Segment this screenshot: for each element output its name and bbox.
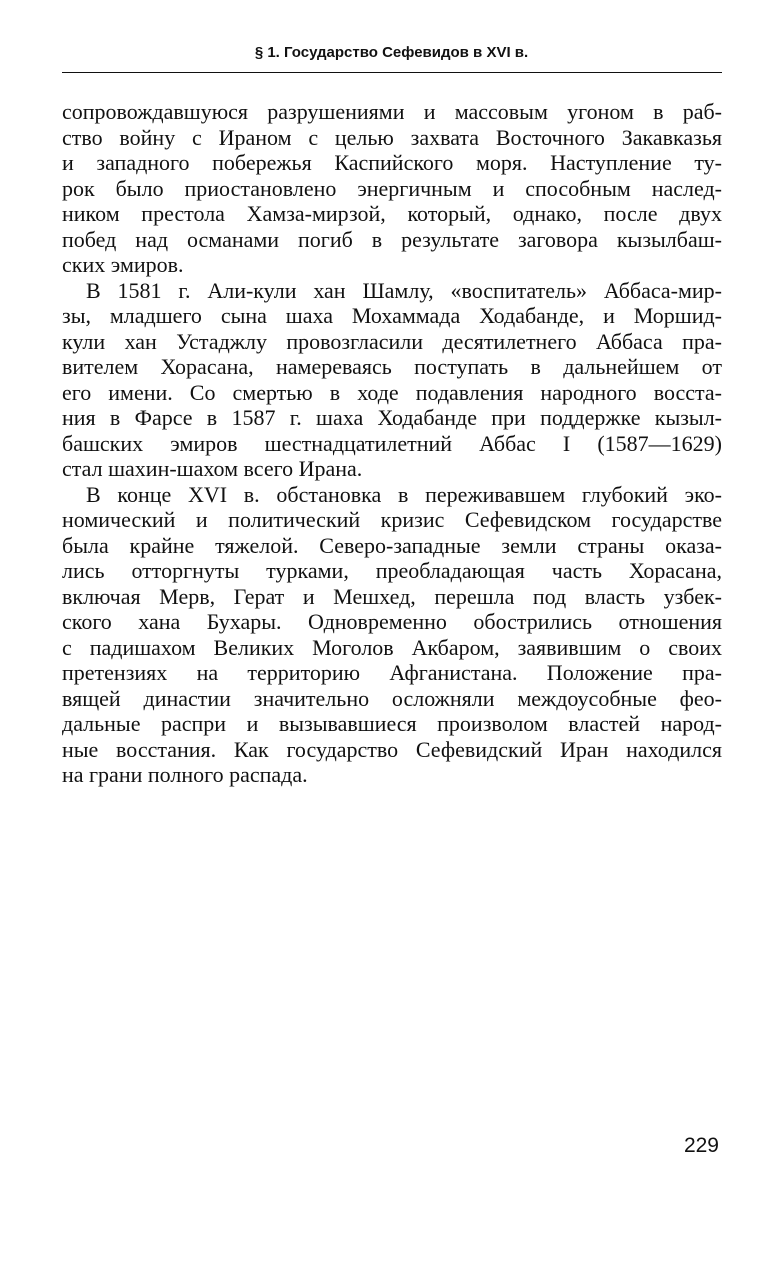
text-line: ского хана Бухары. Одновременно обострились отношения [62,609,722,634]
paragraph-1 [62,99,722,278]
text-line: номический и политический кризис Сефевидском государстве [62,507,722,532]
paragraph-3 [62,482,722,788]
text-line: сопровождавшуюся разрушениями и массовым угоном в раб- [62,99,722,124]
text-line: рок было приостановлено энергичным и способным наслед- [62,175,722,201]
text-line: В 1581 г. Али-кули хан Шамлу, «воспитатель» Аббаса-мир- [86,277,722,303]
text-line: была крайне тяжелой. Северо-западные земли страны оказа- [62,532,722,558]
text-line: на грани полного распада. [62,762,308,787]
text-line: башских эмиров шестнадцатилетний Аббас I (1587—1629) [62,430,722,456]
text-line: вящей династии значительно осложняли междоусобные фео- [62,685,722,711]
text-line: вителем Хорасана, намереваясь поступать в дальнейшем от [62,354,722,379]
text-line: ния в Фарсе в 1587 г. шаха Ходабанде при поддержке кызыл- [62,405,722,430]
text-line: дальные распри и вызывавшиеся произволом властей народ- [62,711,722,736]
text-line: ство войну с Ираном с целью захвата Восточного Закавказья [62,124,722,150]
text-line: лись отторгнуты турками, преобладающая часть Хорасана, [62,558,722,583]
text-line: В конце XVI в. обстановка в переживавшем глубокий эко- [86,481,722,507]
text-line: его имени. Со смертью в ходе подавления народного восста- [62,379,722,405]
running-header: § 1. Государство Сефевидов в XVI в. [254,44,529,61]
text-line: ные восстания. Как государство Сефевидский Иран находился [62,736,722,762]
text-line: и западного побережья Каспийского моря. Наступление ту- [62,150,722,175]
text-line: ником престола Хамза-мирзой, который, однако, после двух [62,201,722,226]
header-rule [62,72,722,73]
body-text [62,99,722,788]
text-line: с падишахом Великих Моголов Акбаром, заявившим о своих [62,634,722,660]
text-line: зы, младшего сына шаха Мохаммада Ходабанде, и Моршид- [62,303,722,328]
text-line: побед над османами погиб в результате заговора кызылбаш- [62,226,722,252]
text-line: стал шахин-шахом всего Ирана. [62,456,363,481]
text-line: претензиях на территорию Афганистана. Положение пра- [62,660,722,685]
text-line: кули хан Устаджлу провозгласили десятилетнего Аббаса пра- [62,328,722,354]
text-line: включая Мерв, Герат и Мешхед, перешла под власть узбек- [62,583,722,609]
page-number: 229 [683,1134,719,1157]
paragraph-2 [62,278,722,482]
text-line: ских эмиров. [62,252,184,277]
